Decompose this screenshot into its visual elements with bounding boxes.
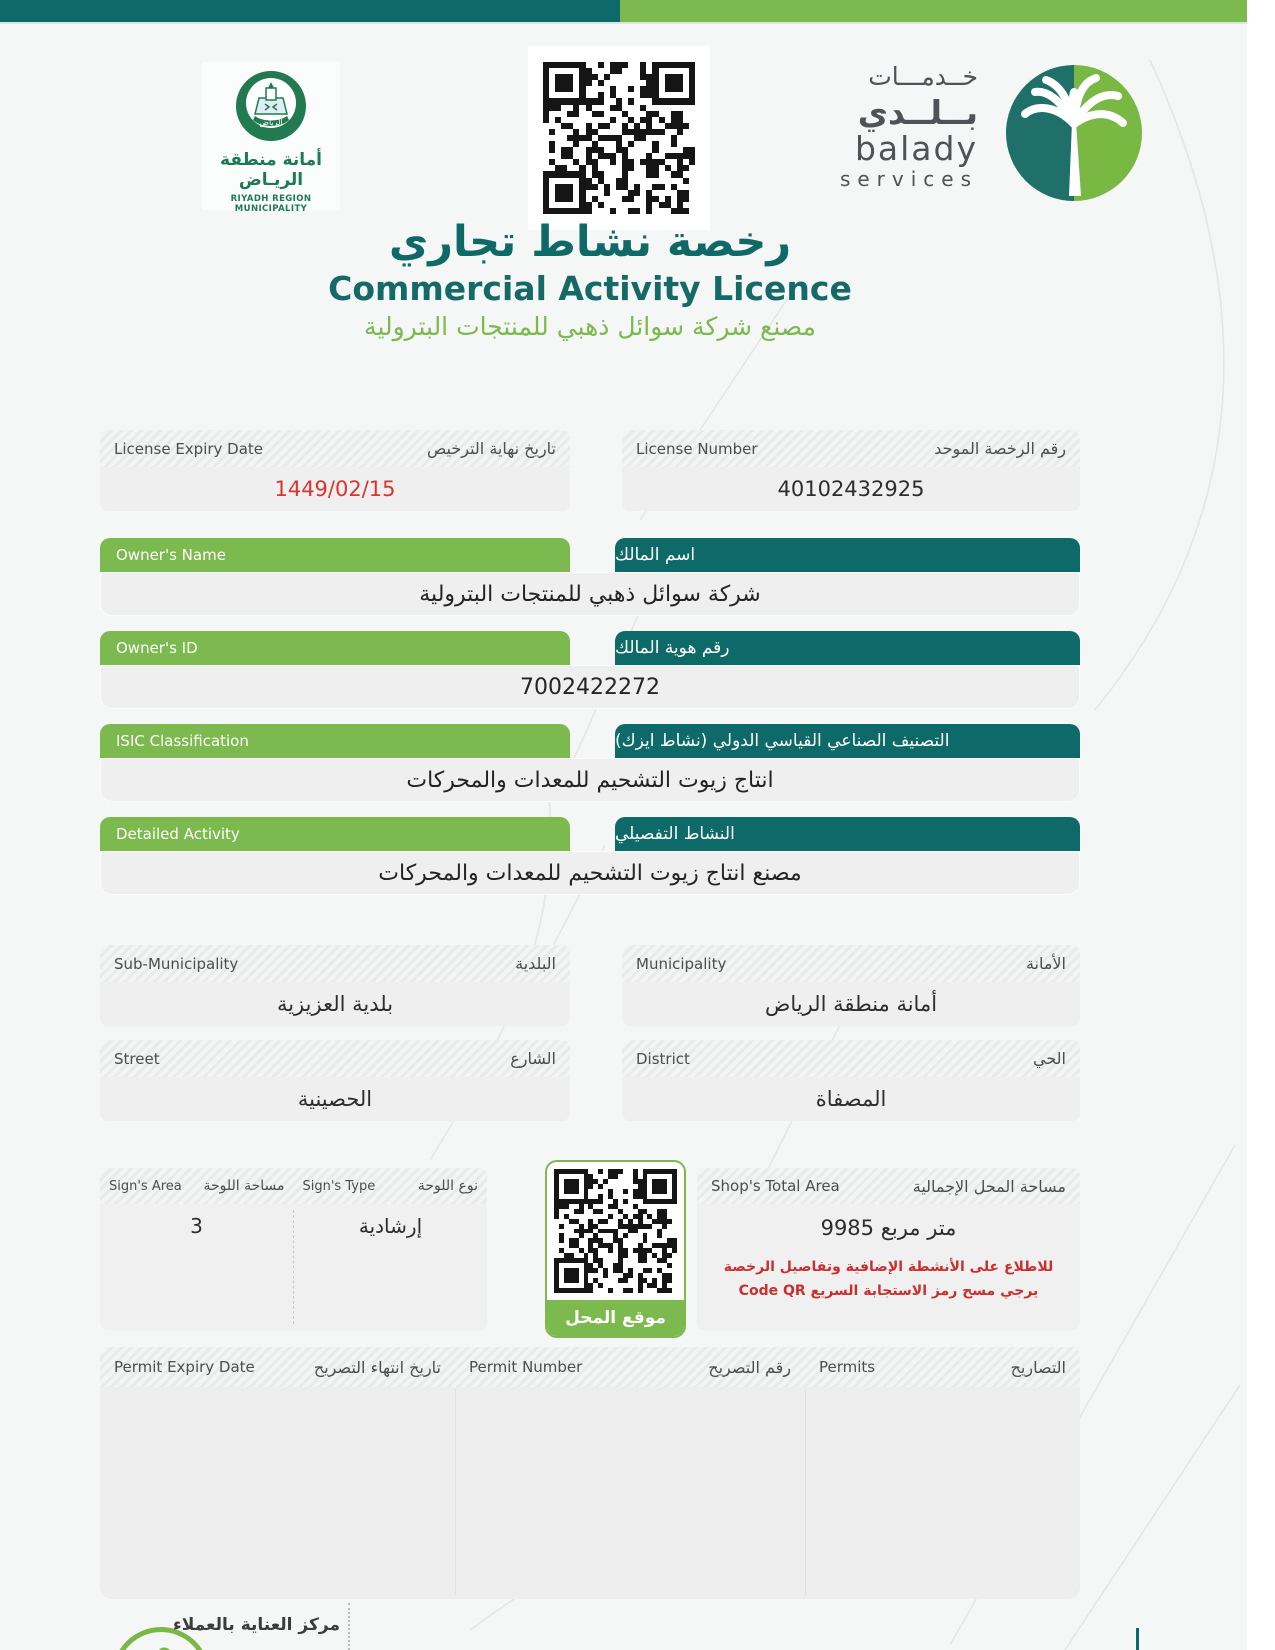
license-expiry-header bbox=[100, 430, 570, 467]
footer-teal-mark bbox=[1136, 1628, 1139, 1650]
top-bar-green-segment bbox=[620, 0, 1247, 22]
municipality-label-ar: الأمانة bbox=[1025, 954, 1066, 973]
balady-arabic-line1: خــدمـــات bbox=[868, 62, 978, 91]
sub-municipality-value: بلدية العزيزية bbox=[100, 982, 570, 1026]
shop-location-qr-card bbox=[545, 1160, 686, 1338]
permits-label-en: Permits bbox=[819, 1358, 876, 1376]
license-number-header bbox=[622, 430, 1080, 467]
district-label-ar: الحي bbox=[1033, 1049, 1066, 1068]
sign-type-header bbox=[294, 1168, 488, 1204]
riyadh-municipality-logo bbox=[202, 62, 340, 214]
license-number-label-ar: رقم الرخصة الموحد bbox=[934, 439, 1066, 458]
permit-number-column-header bbox=[455, 1347, 805, 1387]
license-qr-panel bbox=[528, 46, 710, 230]
owner-id-label-ar: رقم هوية المالك bbox=[615, 631, 1080, 665]
balady-arabic-line2: بــلــدي bbox=[857, 93, 978, 132]
permit-expiry-label-ar: تاريخ انتهاء التصريح bbox=[313, 1357, 441, 1377]
shop-total-area-header bbox=[697, 1168, 1080, 1204]
license-expiry-label-ar: تاريخ نهاية الترخيص bbox=[426, 439, 556, 458]
balady-english-line2: services bbox=[839, 166, 978, 191]
shop-location-qr-code bbox=[554, 1169, 677, 1293]
street-label-ar: الشارع bbox=[510, 1049, 556, 1068]
sign-area-header bbox=[100, 1168, 294, 1204]
shop-total-area-panel bbox=[697, 1204, 1080, 1330]
qr-scan-note: للاطلاع على الأنشطة الإضافية وتفاصيل الرخصة يرجي مسح رمز الاستجابة السريع Code QR bbox=[723, 1259, 1054, 1299]
owner-name-label-en: Owner's Name bbox=[100, 538, 570, 572]
permits-column-header bbox=[805, 1347, 1080, 1387]
sign-type-value: إرشادية bbox=[358, 1214, 423, 1238]
shop-total-area-label-en: Shop's Total Area bbox=[711, 1177, 840, 1195]
balady-palm-icon bbox=[1005, 64, 1143, 202]
municipality-name-english: RIYADH REGION MUNICIPALITY bbox=[230, 193, 312, 214]
owner-name-label-ar: اسم المالك bbox=[615, 538, 1080, 572]
shop-total-area-label-ar: مساحة المحل الإجمالية bbox=[912, 1176, 1066, 1196]
sign-type-label-en: Sign's Type bbox=[302, 1178, 376, 1194]
street-header bbox=[100, 1040, 570, 1077]
district-label-en: District bbox=[636, 1049, 690, 1068]
sub-municipality-header bbox=[100, 945, 570, 982]
riyadh-municipality-emblem-icon bbox=[235, 70, 307, 142]
district-value: المصفاة bbox=[622, 1077, 1080, 1121]
permit-number-label-ar: رقم التصريح bbox=[708, 1357, 791, 1377]
footer-dotted-divider bbox=[348, 1603, 350, 1650]
sub-municipality-label-en: Sub-Municipality bbox=[114, 954, 239, 973]
shop-location-label: موقع المحل bbox=[547, 1300, 684, 1336]
district-field bbox=[622, 1040, 1080, 1121]
owner-name-header-row bbox=[100, 538, 1080, 572]
title-block bbox=[100, 218, 1080, 341]
street-field bbox=[100, 1040, 570, 1121]
detailed-activity-value: مصنع انتاج زيوت التشحيم للمعدات والمحركات bbox=[100, 851, 1080, 895]
isic-value: انتاج زيوت التشحيم للمعدات والمحركات bbox=[100, 758, 1080, 802]
establishment-name-subtitle: مصنع شركة سوائل ذهبي للمنتجات البترولية bbox=[364, 312, 816, 342]
customer-care-label: مركز العناية بالعملاء bbox=[173, 1615, 340, 1635]
sign-area-value: 3 bbox=[190, 1214, 203, 1238]
phone-receiver-glyph bbox=[142, 1645, 176, 1650]
municipality-header bbox=[622, 945, 1080, 982]
street-value: الحصينية bbox=[100, 1077, 570, 1121]
svg-text:الرياض: الرياض bbox=[259, 118, 283, 127]
permits-label-ar: التصاريح bbox=[1010, 1357, 1066, 1377]
detailed-activity-label-ar: النشاط التفصيلي bbox=[615, 817, 1080, 851]
permit-number-label-en: Permit Number bbox=[469, 1358, 583, 1376]
permits-column-divider-1 bbox=[455, 1389, 456, 1595]
owner-name-value: شركة سوائل ذهبي للمنتجات البترولية bbox=[100, 572, 1080, 616]
sign-area-label-en: Sign's Area bbox=[109, 1178, 182, 1194]
sign-area-label-ar: مساحة اللوحة bbox=[203, 1178, 285, 1194]
municipality-value: أمانة منطقة الرياض bbox=[622, 982, 1080, 1026]
isic-header-row bbox=[100, 724, 1080, 758]
isic-label-en: ISIC Classification bbox=[100, 724, 570, 758]
balady-logo-text bbox=[760, 62, 978, 191]
detailed-activity-header-row bbox=[100, 817, 1080, 851]
top-accent-bar bbox=[0, 0, 1247, 24]
license-expiry-field bbox=[100, 430, 570, 511]
municipality-field bbox=[622, 945, 1080, 1026]
licence-title-arabic: رخصة نشاط تجاري bbox=[388, 217, 792, 267]
license-number-label-en: License Number bbox=[636, 439, 758, 458]
permits-table-header bbox=[100, 1347, 1080, 1387]
district-header bbox=[622, 1040, 1080, 1077]
owner-id-label-en: Owner's ID bbox=[100, 631, 570, 665]
owner-id-header-row bbox=[100, 631, 1080, 665]
municipality-name-arabic: أمانة منطقة الريـاض bbox=[220, 150, 322, 191]
owner-id-value: 7002422272 bbox=[100, 665, 1080, 709]
balady-english-line1: balady bbox=[854, 129, 978, 168]
license-qr-code bbox=[543, 62, 695, 214]
permit-expiry-column-header bbox=[100, 1347, 455, 1387]
permits-column-divider-2 bbox=[805, 1389, 806, 1595]
permits-table-body bbox=[100, 1387, 1080, 1599]
detailed-activity-label-en: Detailed Activity bbox=[100, 817, 570, 851]
sub-municipality-field bbox=[100, 945, 570, 1026]
sign-type-label-ar: نوع اللوحة bbox=[417, 1178, 478, 1194]
license-number-field bbox=[622, 430, 1080, 511]
license-number-value: 40102432925 bbox=[622, 467, 1080, 511]
top-bar-teal-segment bbox=[0, 0, 620, 22]
street-label-en: Street bbox=[114, 1049, 160, 1068]
shop-total-area-value: 9985 متر مربع bbox=[820, 1216, 957, 1240]
license-expiry-value: 1449/02/15 bbox=[100, 467, 570, 511]
license-expiry-label-en: License Expiry Date bbox=[114, 439, 264, 458]
sub-municipality-label-ar: البلدية bbox=[515, 954, 556, 973]
licence-title-english: Commercial Activity Licence bbox=[328, 269, 852, 309]
sign-fields-header bbox=[100, 1168, 487, 1204]
permit-expiry-label-en: Permit Expiry Date bbox=[114, 1358, 255, 1376]
municipality-label-en: Municipality bbox=[636, 954, 727, 973]
sign-fields-values bbox=[100, 1204, 487, 1330]
isic-label-ar: التصنيف الصناعي القياسي الدولي (نشاط ايزك) bbox=[615, 724, 1080, 758]
